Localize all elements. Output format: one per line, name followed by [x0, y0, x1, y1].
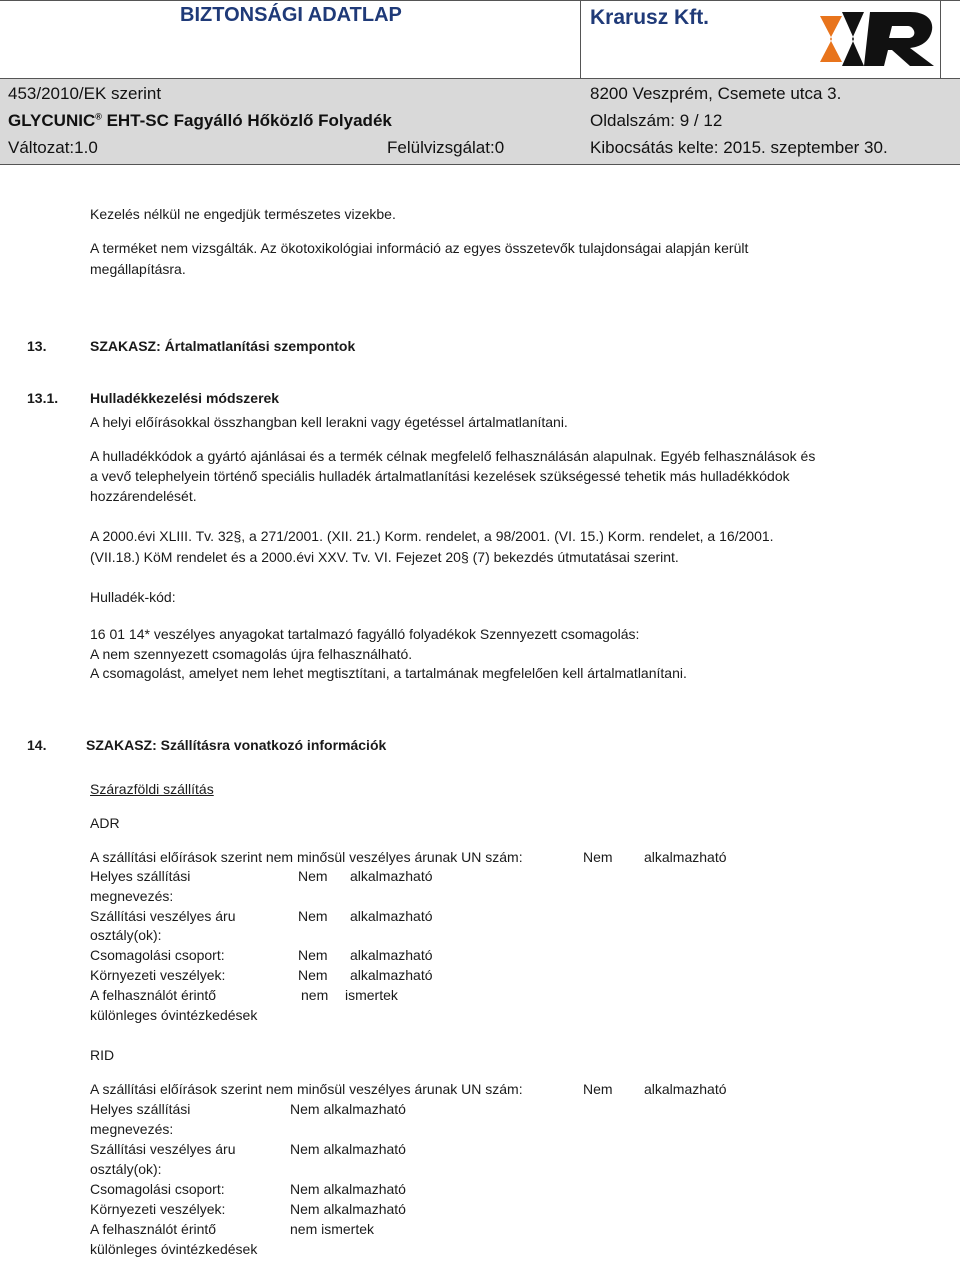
rid-env-label: Környezeti veszélyek:	[90, 1201, 226, 1217]
adr-name-label2: megnevezés:	[90, 888, 174, 904]
rid-class-label2: osztály(ok):	[90, 1161, 162, 1177]
doc-title: BIZTONSÁGI ADATLAP	[180, 4, 402, 26]
header-rule-1	[0, 78, 960, 79]
product-name	[8, 111, 392, 131]
rid-name-label2: megnevezés:	[90, 1121, 174, 1137]
rid-prec-label2: különleges óvintézkedések	[90, 1241, 258, 1257]
adr-class-label1: Szállítási veszélyes áru	[90, 908, 236, 924]
adr-name-label1: Helyes szállítási	[90, 868, 191, 884]
version: Változat:1.0	[8, 138, 98, 157]
s13-1-number: 13.1.	[27, 390, 59, 406]
s13-p5: A 2000.évi XLIII. Tv. 32§, a 271/2001. (XII. 21.) Korm. rendelet, a 98/2001. (VI. 15.) Korm. rendelet, a 16/2001.	[90, 528, 774, 544]
s13-p6: (VII.18.) KöM rendelet és a 2000.évi XXV. Tv. VI. Fejezet 20§ (7) bekezdés útmutatásai szerint.	[90, 549, 679, 565]
rid-label: RID	[90, 1047, 115, 1063]
header-divider	[580, 0, 581, 78]
adr-class-value1: Nem	[298, 908, 328, 924]
adr-un-value1: Nem	[583, 849, 613, 865]
s13-p2: A hulladékkódok a gyártó ajánlásai és a termék célnak megfelelő felhasználásán alapulnak. Egyéb felhasználások és	[90, 448, 816, 464]
rid-un-value2: alkalmazható	[644, 1081, 727, 1097]
kr-logo-icon	[812, 4, 942, 74]
adr-name-value1: Nem	[298, 868, 328, 884]
land-transport-heading: Szárazföldi szállítás	[90, 781, 214, 797]
adr-class-value2: alkalmazható	[350, 908, 433, 924]
company-logo	[812, 4, 942, 74]
waste-line1: 16 01 14* veszélyes anyagokat tartalmazó fagyálló folyadékok Szennyezett csomagolás:	[90, 626, 640, 642]
rid-prec-label1: A felhasználót érintő	[90, 1221, 217, 1237]
adr-name-value2: alkalmazható	[350, 868, 433, 884]
s13-1-title: Hulladékkezelési módszerek	[90, 390, 280, 406]
s13-title: SZAKASZ: Ártalmatlanítási szempontok	[90, 338, 356, 354]
regulation: 453/2010/EK szerint	[8, 84, 162, 103]
adr-un-label: A szállítási előírások szerint nem minősül veszélyes árunak UN szám:	[90, 849, 523, 865]
adr-class-label2: osztály(ok):	[90, 927, 162, 943]
rid-name-label1: Helyes szállítási	[90, 1101, 191, 1117]
page-number: Oldalszám: 9 / 12	[590, 111, 723, 130]
rid-prec-value: nem ismertek	[290, 1221, 375, 1237]
adr-pack-label: Csomagolási csoport:	[90, 947, 225, 963]
review: Felülvizsgálat:0	[387, 138, 505, 157]
adr-env-label: Környezeti veszélyek:	[90, 967, 226, 983]
rid-class-value: Nem alkalmazható	[290, 1141, 406, 1157]
rid-pack-value: Nem alkalmazható	[290, 1181, 406, 1197]
adr-pack-value1: Nem	[298, 947, 328, 963]
waste-line2: A nem szennyezett csomagolás újra felhasználható.	[90, 646, 413, 662]
adr-env-value2: alkalmazható	[350, 967, 433, 983]
header-bottom-rule	[0, 164, 960, 165]
adr-env-value1: Nem	[298, 967, 328, 983]
company-name: Krarusz Kft.	[590, 6, 710, 29]
adr-prec-value1: nem	[301, 987, 329, 1003]
adr-un-value2: alkalmazható	[644, 849, 727, 865]
waste-code-label: Hulladék-kód:	[90, 589, 176, 605]
s13-number: 13.	[27, 338, 47, 354]
rid-name-value: Nem alkalmazható	[290, 1101, 406, 1117]
s14-title: SZAKASZ: Szállításra vonatkozó információk	[86, 737, 387, 753]
adr-prec-label1: A felhasználót érintő	[90, 987, 217, 1003]
s13-p1: A helyi előírásokkal összhangban kell lerakni vagy égetéssel ártalmatlanítani.	[90, 414, 568, 430]
adr-pack-value2: alkalmazható	[350, 947, 433, 963]
product-rest: EHT-SC Fagyálló Hőközlő Folyadék	[101, 111, 392, 130]
rid-class-label1: Szállítási veszélyes áru	[90, 1141, 236, 1157]
product-brand: GLYCUNIC	[8, 111, 96, 130]
s13-p4: hozzárendelését.	[90, 488, 197, 504]
s12-line2: A terméket nem vizsgálták. Az ökotoxikológiai információ az egyes összetevők tulajdonságai alapján került	[90, 240, 749, 256]
rid-pack-label: Csomagolási csoport:	[90, 1181, 225, 1197]
s13-p3: a vevő telephelyein történő speciális hulladék ártalmatlanítási kezelések szükségessé tehetik más hulladékkódok	[90, 468, 790, 484]
s12-line3: megállapításra.	[90, 261, 186, 277]
registered-mark: ®	[95, 111, 102, 122]
waste-line3: A csomagolást, amelyet nem lehet megtisztítani, a tartalmának megfelelően kell ártalmatlanítani.	[90, 665, 687, 681]
adr-prec-label2: különleges óvintézkedések	[90, 1007, 258, 1023]
s14-number: 14.	[27, 737, 47, 753]
rid-un-label: A szállítási előírások szerint nem minősül veszélyes árunak UN szám:	[90, 1081, 523, 1097]
rid-un-value1: Nem	[583, 1081, 613, 1097]
company-address: 8200 Veszprém, Csemete utca 3.	[590, 84, 842, 103]
adr-prec-value2: ismertek	[345, 987, 398, 1003]
issue-date: Kibocsátás kelte: 2015. szeptember 30.	[590, 138, 888, 157]
header-top-rule	[0, 0, 960, 1]
s12-line1: Kezelés nélkül ne engedjük természetes vizekbe.	[90, 206, 396, 222]
adr-label: ADR	[90, 815, 120, 831]
rid-env-value: Nem alkalmazható	[290, 1201, 406, 1217]
